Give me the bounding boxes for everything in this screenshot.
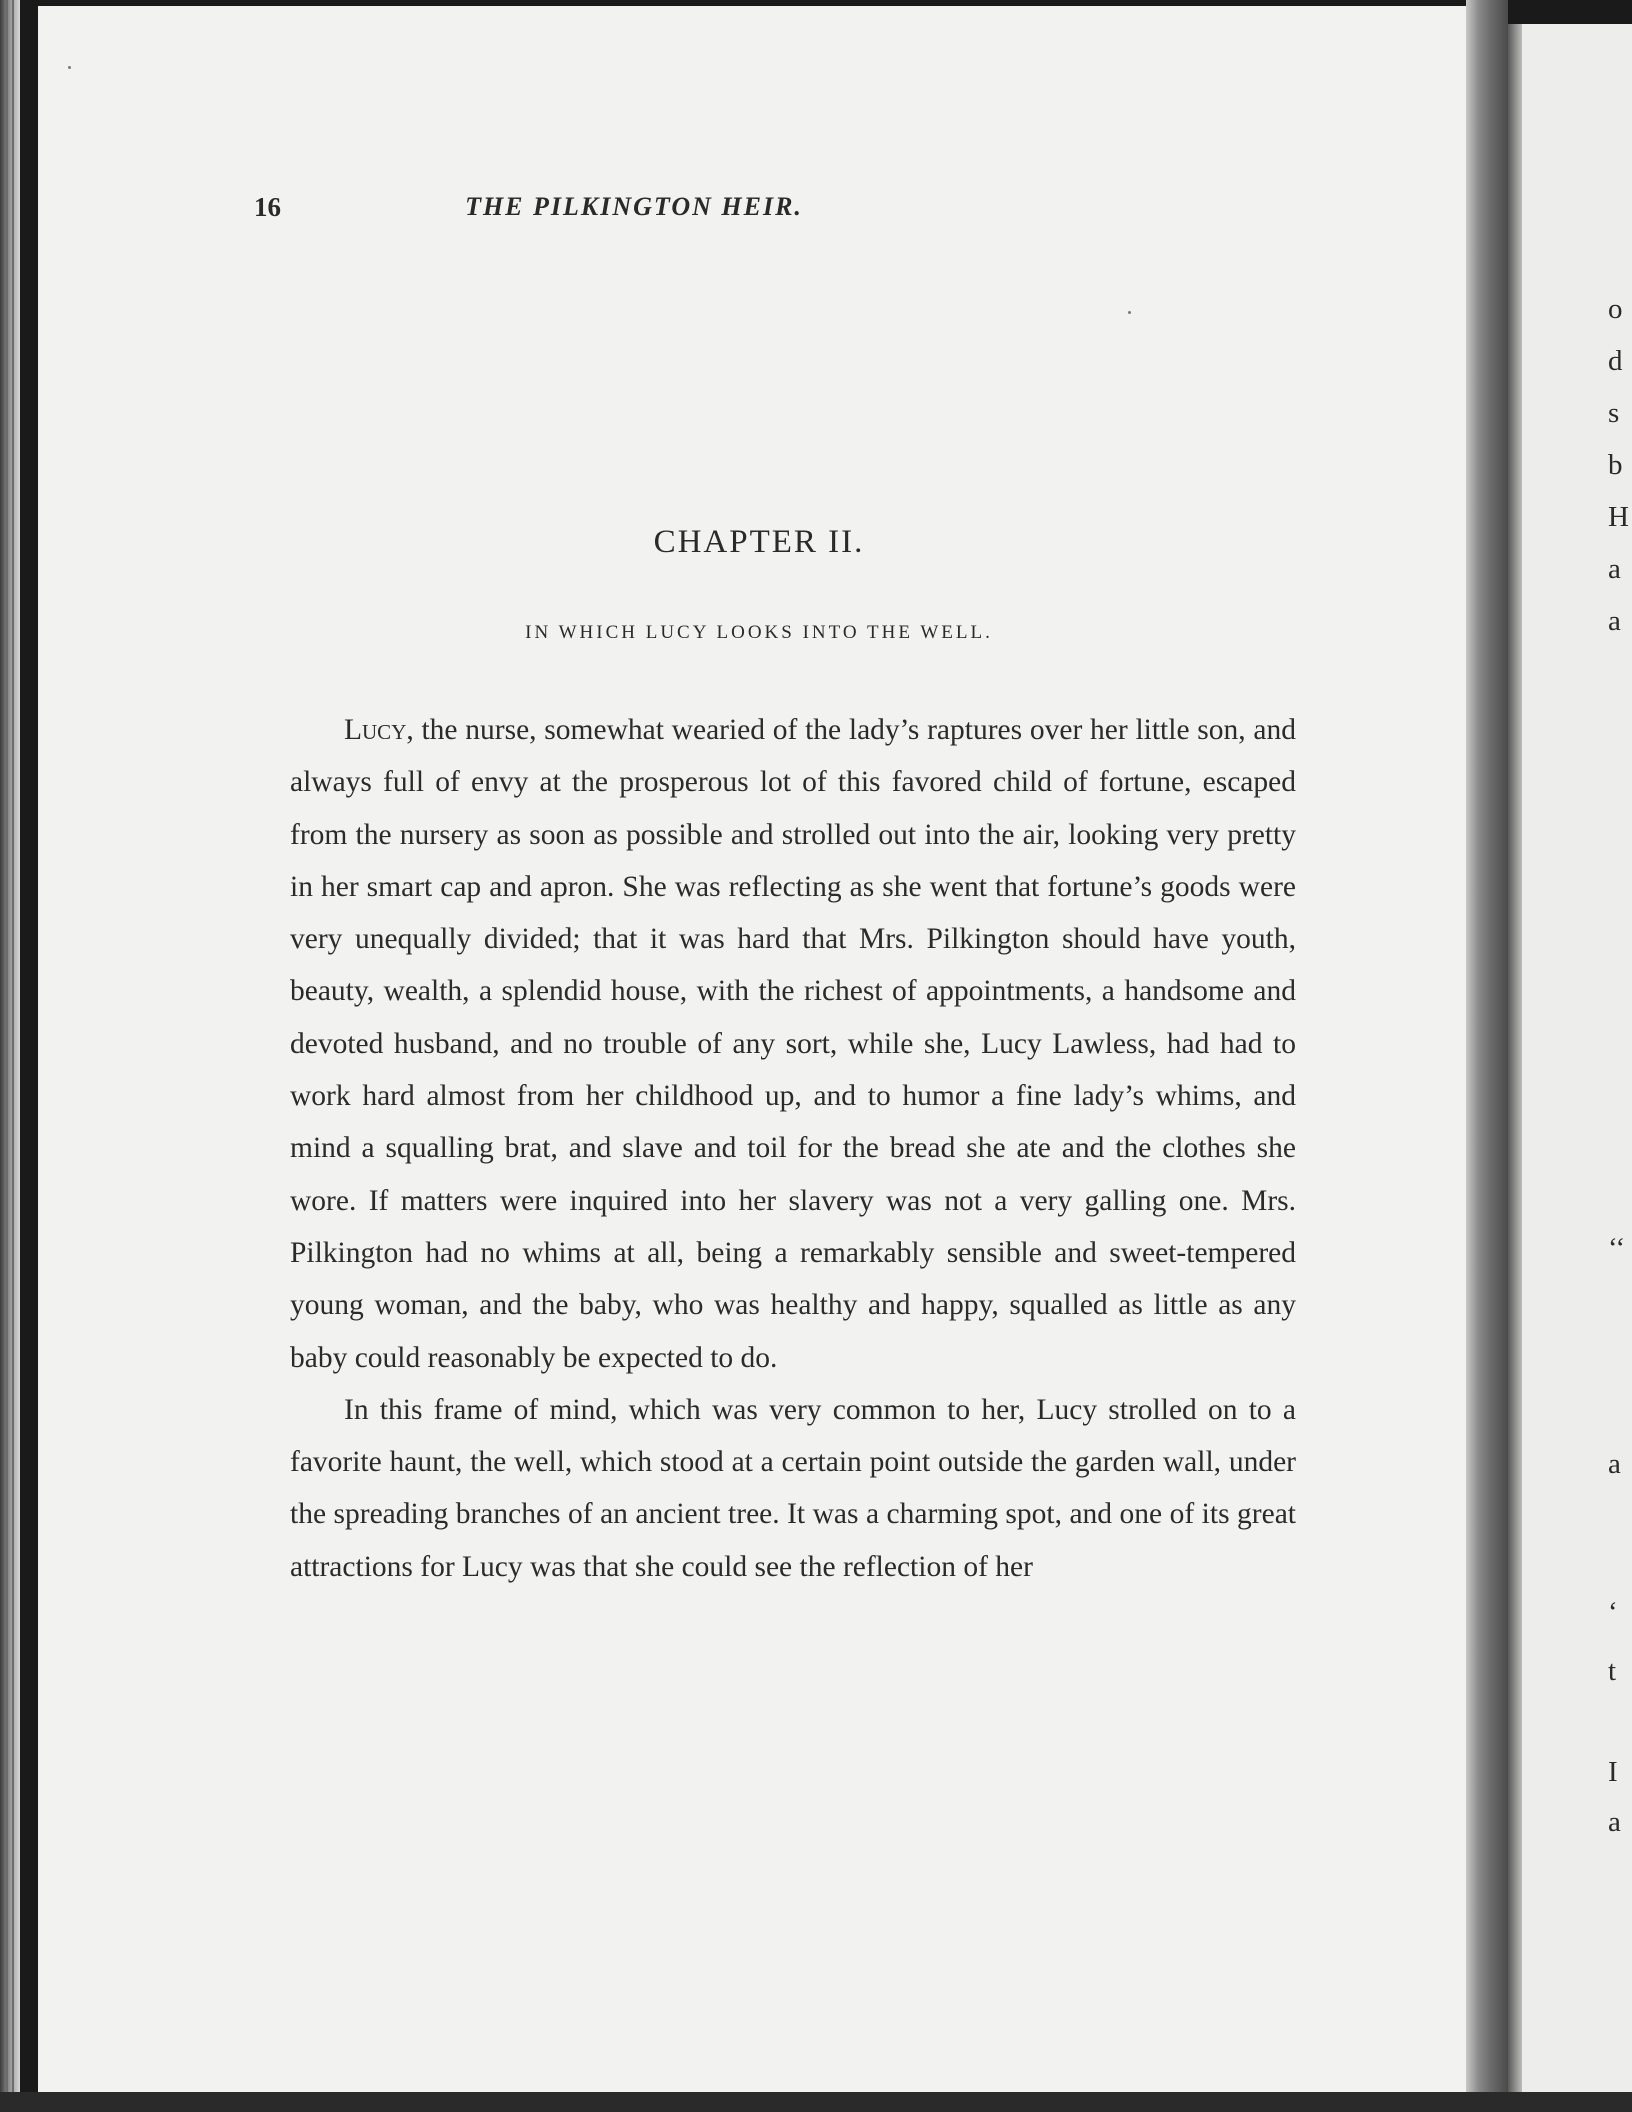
next-page-fragment: I	[1608, 1756, 1618, 1788]
next-page-fragment: b	[1608, 449, 1623, 481]
paragraph-1-text: the nurse, somewhat wearied of the lady’s raptures over her little son, and always full of envy at the prosperous lot of this favored child of fortune, escaped from the nursery as soon as possible and strolled out into the air, looking very pretty in her smart cap and apron. She was reflecting as she went that fortune’s goods were very unequally divided; that it was hard that Mrs. Pilkington should have youth, beauty, wealth, a splendid house, with the richest of appointments, a handsome and devoted husband, and no trouble of any sort, while she, Lucy Lawless, had had to work hard almost from her childhood up, and to humor a fine lady’s whims, and mind a squalling brat, and slave and toil for the bread she ate and the clothes she wore. If matters were inquired into her slavery was not a very galling one. Mrs. Pilkington had no whims at all, being a remarkably sensible and sweet-tempered young woman, and the baby, who was healthy and happy, squalled as little as any baby could reasonably be expected to do.	[290, 714, 1296, 1374]
next-page-fragment: o	[1608, 293, 1623, 325]
left-page-edge	[0, 0, 20, 2112]
next-page-fragment: ‘‘	[1608, 1232, 1626, 1264]
next-page-fragment: a	[1608, 605, 1621, 637]
page-header	[254, 192, 1014, 242]
page-number: 16	[254, 192, 281, 222]
chapter-subtitle: IN WHICH LUCY LOOKS INTO THE WELL.	[525, 622, 993, 643]
next-page-fragment: a	[1608, 1448, 1621, 1480]
paragraph-2: In this frame of mind, which was very common to her, Lucy strolled on to a favorite haunt, the well, which stood at a certain point outside the garden wall, under the spreading branches of an ancient tree. It was a charming spot, and one of its great attractions for Lucy was that she could see the reflection of her	[290, 1393, 1296, 1583]
next-page-fragment: a	[1608, 1806, 1621, 1838]
bottom-page-edge	[0, 2092, 1632, 2112]
next-page-fragment: s	[1608, 397, 1620, 429]
body-text	[290, 704, 1296, 1593]
paragraph-lead-word: Lucy,	[344, 714, 414, 746]
chapter-title: CHAPTER II.	[653, 524, 865, 560]
running-title: THE PILKINGTON HEIR.	[465, 192, 803, 221]
next-page-fragment: t	[1608, 1655, 1617, 1687]
next-page-spine	[1508, 24, 1522, 2112]
next-page-fragment: a	[1608, 553, 1621, 585]
book-gutter	[1466, 0, 1508, 2112]
next-page-fragment: ‘	[1608, 1596, 1618, 1628]
paragraph-1	[290, 704, 1296, 1384]
next-page-fragment: H	[1608, 501, 1629, 533]
next-page-fragment: d	[1608, 345, 1623, 377]
next-page	[1508, 24, 1632, 2112]
